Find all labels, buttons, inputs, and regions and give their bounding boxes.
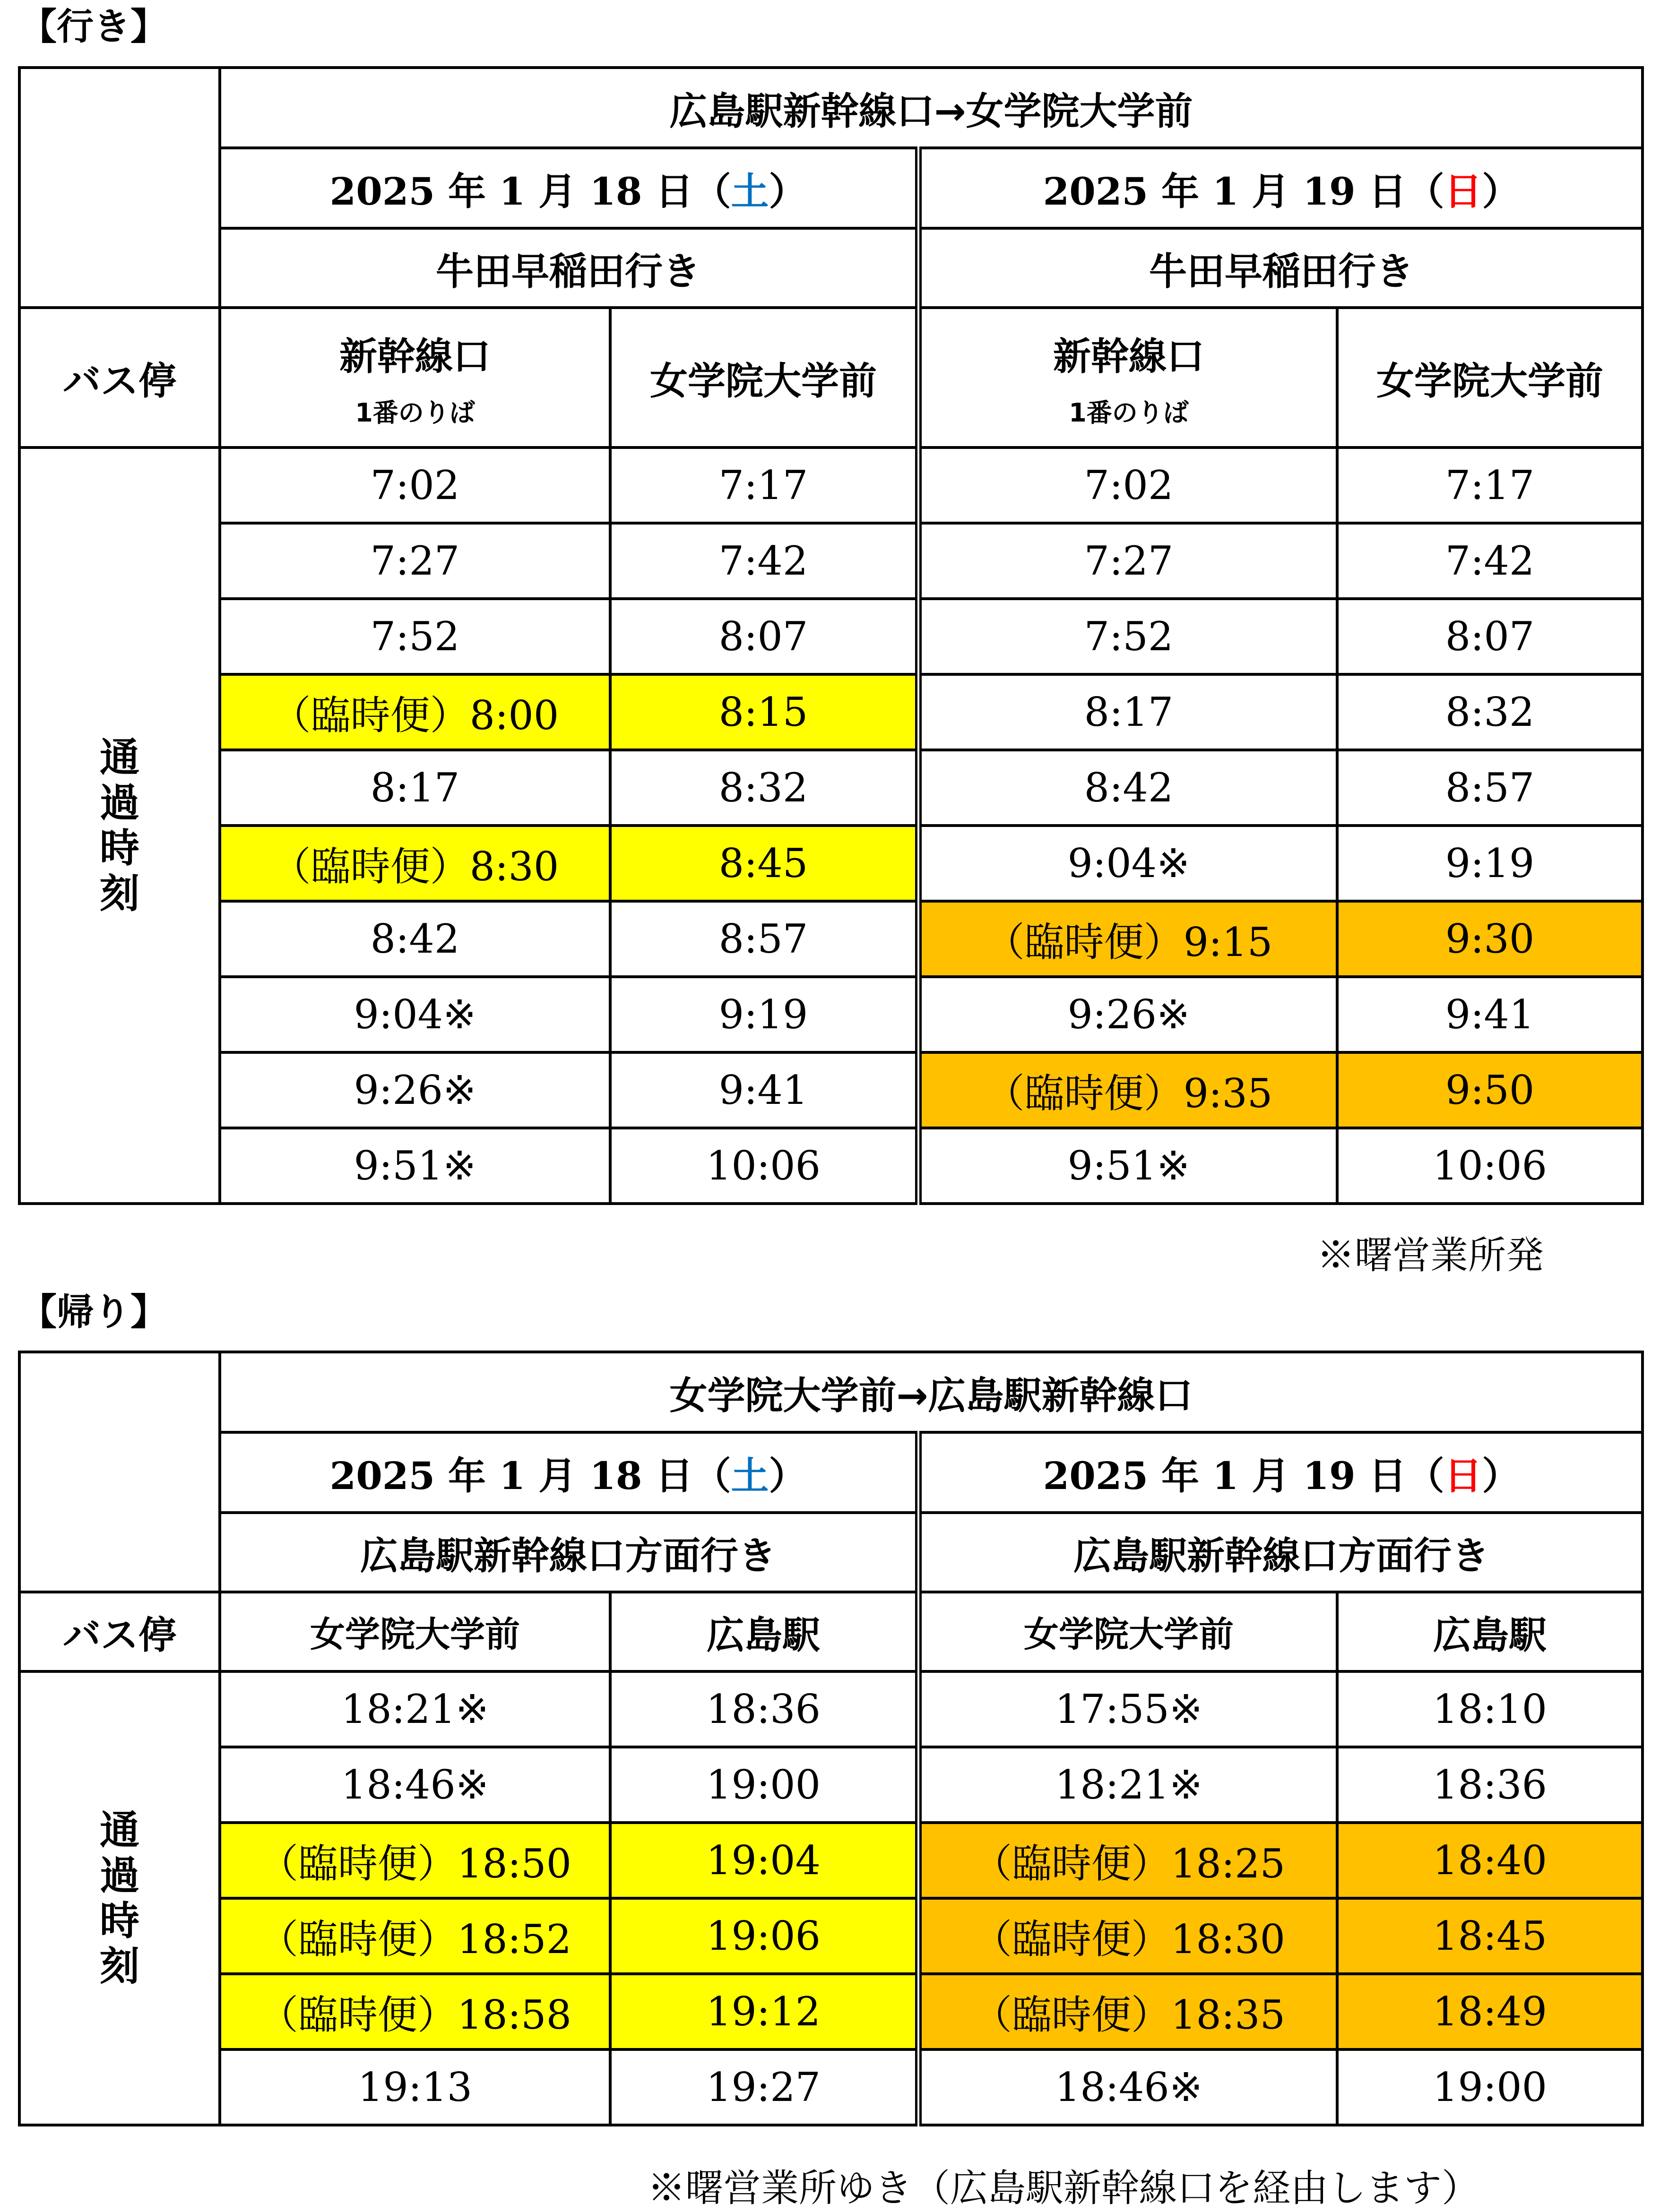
sat-stop2-time: 8:45	[610, 826, 918, 901]
corner-cell	[19, 1352, 220, 1592]
sat-stop2-time: 9:19	[610, 977, 918, 1052]
sun-stop2-time: 9:50	[1337, 1052, 1643, 1128]
sun-stop2-time: 18:45	[1337, 1898, 1643, 1974]
sat-stop1-time: （臨時便）8:30	[220, 826, 610, 901]
sun-stop1-time: 7:02	[918, 448, 1337, 523]
date-header-sat: 2025 年 1 月 18 日（土）	[220, 148, 918, 228]
sun-stop1-time: 17:55※	[918, 1671, 1337, 1747]
sun-stop1-time: 9:04※	[918, 826, 1337, 901]
table-row	[19, 1823, 1643, 1898]
stop1-sat: 新幹線口 1番のりば	[220, 308, 610, 448]
weekday-sat: 土	[731, 169, 769, 214]
weekday-sun: 日	[1444, 1453, 1482, 1498]
sun-stop2-time: 9:41	[1337, 977, 1643, 1052]
sun-stop2-time: 18:10	[1337, 1671, 1643, 1747]
destination-sun: 牛田早稲田行き	[918, 228, 1643, 308]
sat-stop2-time: 10:06	[610, 1128, 918, 1204]
sat-stop2-time: 8:07	[610, 599, 918, 674]
table-row	[19, 826, 1643, 901]
sat-stop2-time: 7:17	[610, 448, 918, 523]
date-header-sat: 2025 年 1 月 18 日（土）	[220, 1432, 918, 1513]
table-row	[19, 901, 1643, 977]
stop1-sat: 女学院大学前	[220, 1592, 610, 1671]
sat-stop1-time: 9:04※	[220, 977, 610, 1052]
stop2-sat: 女学院大学前	[610, 308, 918, 448]
sat-stop1-time: 8:17	[220, 750, 610, 826]
sun-stop1-time: 18:46※	[918, 2049, 1337, 2125]
passing-time-header: 通 過 時 刻	[19, 1671, 220, 2125]
sun-stop2-time: 9:30	[1337, 901, 1643, 977]
sun-stop1-time: 9:26※	[918, 977, 1337, 1052]
destination-sat: 牛田早稲田行き	[220, 228, 918, 308]
passing-time-header: 通 過 時 刻	[19, 448, 220, 1204]
sat-stop2-time: 8:57	[610, 901, 918, 977]
sat-stop1-time: 9:26※	[220, 1052, 610, 1128]
table-row	[19, 2049, 1643, 2125]
sun-stop1-time: （臨時便）18:30	[918, 1898, 1337, 1974]
sat-stop1-time: （臨時便）18:50	[220, 1823, 610, 1898]
table-row	[19, 674, 1643, 750]
sun-stop2-time: 7:42	[1337, 523, 1643, 599]
sat-stop1-time: 19:13	[220, 2049, 610, 2125]
destination-sun: 広島駅新幹線口方面行き	[918, 1513, 1643, 1592]
platform-note: 1番のりば	[1069, 398, 1189, 428]
stop1-sun: 新幹線口 1番のりば	[918, 308, 1337, 448]
sun-stop1-time: （臨時便）18:25	[918, 1823, 1337, 1898]
sun-stop2-time: 18:36	[1337, 1747, 1643, 1823]
weekday-sun: 日	[1444, 169, 1482, 214]
sat-stop2-time: 9:41	[610, 1052, 918, 1128]
sat-stop2-time: 7:42	[610, 523, 918, 599]
table-row	[19, 1128, 1643, 1204]
table-row	[19, 750, 1643, 826]
sat-stop2-time: 19:06	[610, 1898, 918, 1974]
sat-stop2-time: 8:32	[610, 750, 918, 826]
outbound-footnote: ※曙営業所発	[1317, 1233, 1544, 1277]
sun-stop1-time: 8:42	[918, 750, 1337, 826]
sun-stop1-time: 7:52	[918, 599, 1337, 674]
sat-stop1-time: 9:51※	[220, 1128, 610, 1204]
date-header-sun: 2025 年 1 月 19 日（日）	[918, 1432, 1643, 1513]
sun-stop2-time: 10:06	[1337, 1128, 1643, 1204]
return-timetable	[18, 1351, 1644, 2126]
sun-stop1-time: 8:17	[918, 674, 1337, 750]
stop2-sun: 広島駅	[1337, 1592, 1643, 1671]
sat-stop1-time: 8:42	[220, 901, 610, 977]
table-row	[19, 1052, 1643, 1128]
table-row	[19, 1974, 1643, 2049]
sun-stop2-time: 8:07	[1337, 599, 1643, 674]
sun-stop1-time: （臨時便）18:35	[918, 1974, 1337, 2049]
sun-stop1-time: （臨時便）9:15	[918, 901, 1337, 977]
bus-stop-header: バス停	[19, 308, 220, 448]
sat-stop1-time: （臨時便）18:58	[220, 1974, 610, 2049]
table-row	[19, 1898, 1643, 1974]
outbound-section-label: 【行き】	[20, 6, 168, 48]
sat-stop2-time: 19:04	[610, 1823, 918, 1898]
sat-stop1-time: 7:02	[220, 448, 610, 523]
sat-stop1-time: 7:52	[220, 599, 610, 674]
stop2-sat: 広島駅	[610, 1592, 918, 1671]
sat-stop2-time: 19:00	[610, 1747, 918, 1823]
sun-stop1-time: （臨時便）9:35	[918, 1052, 1337, 1128]
weekday-sat: 土	[731, 1453, 769, 1498]
sun-stop2-time: 18:49	[1337, 1974, 1643, 2049]
sat-stop2-time: 8:15	[610, 674, 918, 750]
table-row	[19, 1747, 1643, 1823]
sat-stop1-time: （臨時便）18:52	[220, 1898, 610, 1974]
sun-stop2-time: 9:19	[1337, 826, 1643, 901]
route-header: 女学院大学前→広島駅新幹線口	[220, 1352, 1643, 1432]
stop1-sun: 女学院大学前	[918, 1592, 1337, 1671]
route-header: 広島駅新幹線口→女学院大学前	[220, 68, 1643, 148]
sun-stop1-time: 9:51※	[918, 1128, 1337, 1204]
table-row	[19, 523, 1643, 599]
sat-stop1-time: （臨時便）8:00	[220, 674, 610, 750]
stop2-sun: 女学院大学前	[1337, 308, 1643, 448]
sat-stop2-time: 18:36	[610, 1671, 918, 1747]
platform-note: 1番のりば	[355, 398, 475, 428]
return-footnote: ※曙営業所ゆき（広島駅新幹線口を経由します）	[648, 2166, 1479, 2210]
outbound-timetable	[18, 66, 1644, 1205]
table-row	[19, 1671, 1643, 1747]
return-section-label: 【帰り】	[20, 1291, 168, 1334]
sun-stop1-time: 18:21※	[918, 1747, 1337, 1823]
table-row	[19, 599, 1643, 674]
sun-stop2-time: 8:57	[1337, 750, 1643, 826]
sat-stop2-time: 19:12	[610, 1974, 918, 2049]
sun-stop2-time: 18:40	[1337, 1823, 1643, 1898]
corner-cell	[19, 68, 220, 308]
sat-stop1-time: 18:21※	[220, 1671, 610, 1747]
sun-stop1-time: 7:27	[918, 523, 1337, 599]
table-row	[19, 977, 1643, 1052]
sun-stop2-time: 8:32	[1337, 674, 1643, 750]
sat-stop2-time: 19:27	[610, 2049, 918, 2125]
bus-stop-header: バス停	[19, 1592, 220, 1671]
sat-stop1-time: 18:46※	[220, 1747, 610, 1823]
table-row	[19, 448, 1643, 523]
date-header-sun: 2025 年 1 月 19 日（日）	[918, 148, 1643, 228]
sun-stop2-time: 7:17	[1337, 448, 1643, 523]
sat-stop1-time: 7:27	[220, 523, 610, 599]
destination-sat: 広島駅新幹線口方面行き	[220, 1513, 918, 1592]
sun-stop2-time: 19:00	[1337, 2049, 1643, 2125]
